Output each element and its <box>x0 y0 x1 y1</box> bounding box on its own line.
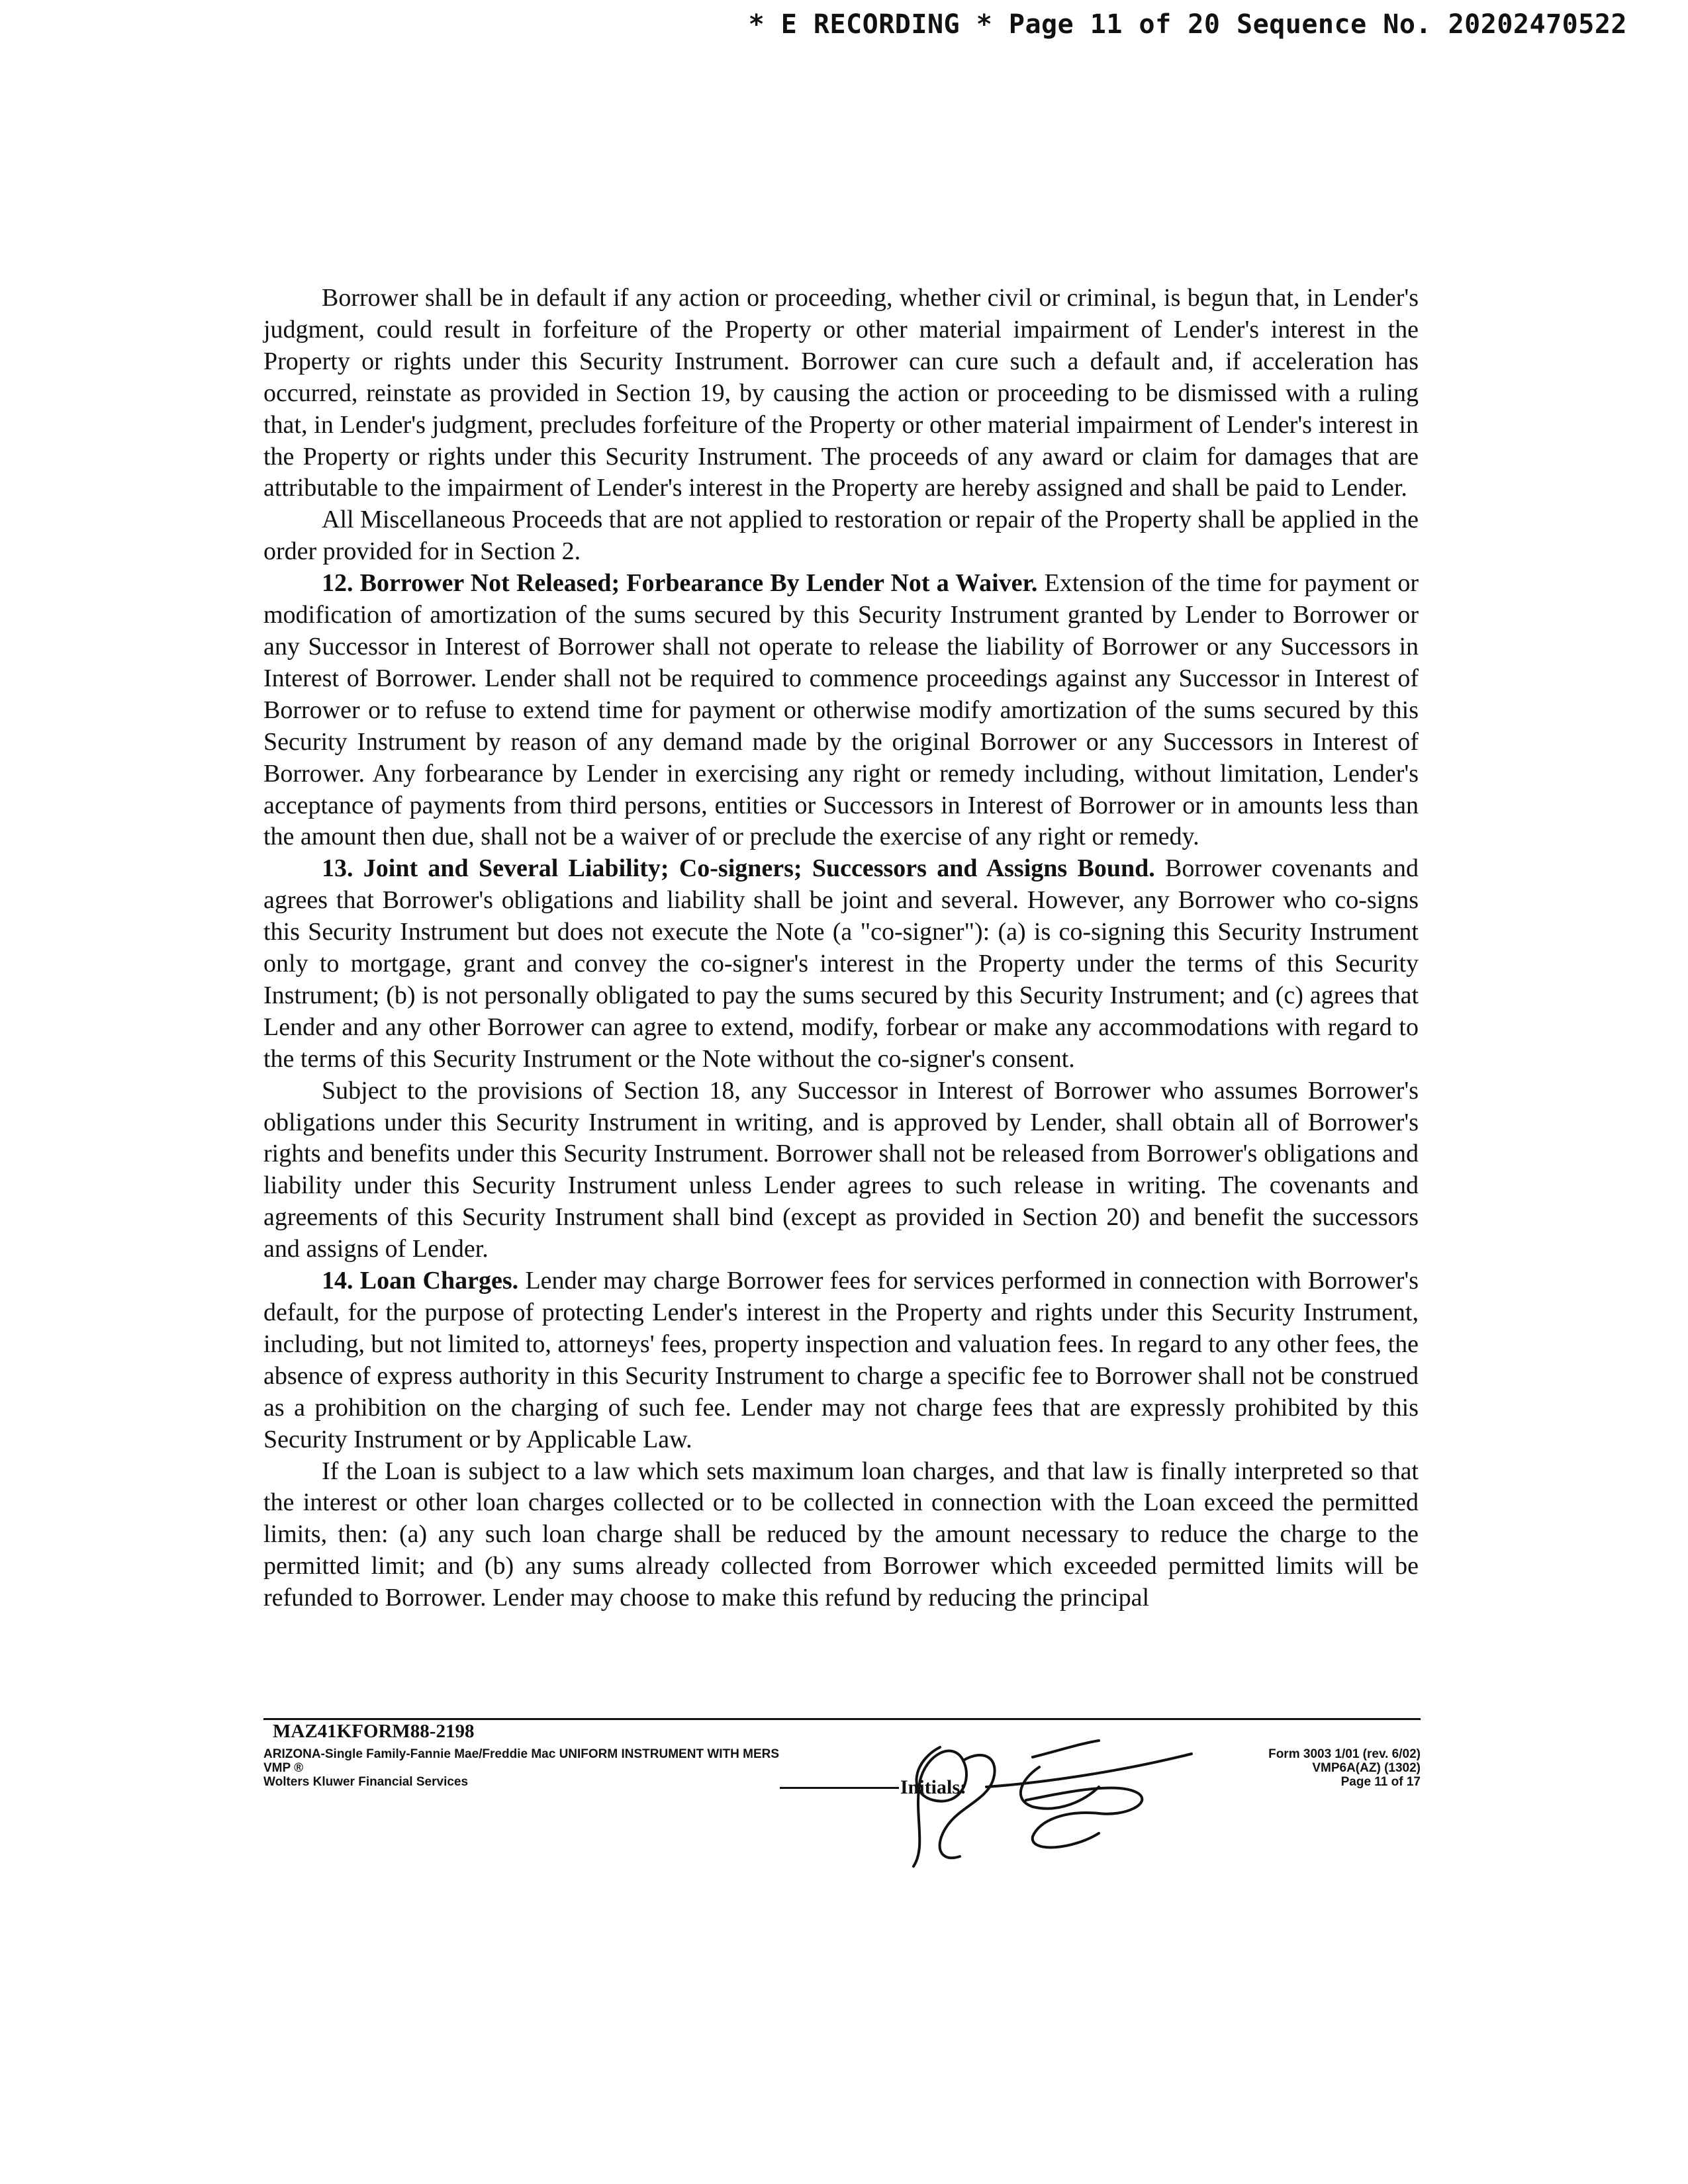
initials-line <box>780 1787 899 1789</box>
initials-label: Initials: <box>900 1776 967 1798</box>
paragraph <box>263 504 1419 568</box>
footer-divider <box>263 1718 1421 1720</box>
section-heading: 14. Loan Charges. <box>322 1267 519 1295</box>
footer-line: ARIZONA-Single Family-Fannie Mae/Freddie Mac UNIFORM INSTRUMENT WITH MERS <box>263 1747 780 1761</box>
paragraph <box>263 853 1419 1075</box>
footer-form-number <box>1268 1747 1421 1789</box>
footer-line: VMP ® <box>263 1761 304 1775</box>
recording-header: * E RECORDING * Page 11 of 20 Sequence No. 20202470522 <box>748 9 1627 40</box>
footer-line: Wolters Kluwer Financial Services <box>263 1775 469 1789</box>
footer-line: VMP6A(AZ) (1302) <box>1312 1761 1421 1775</box>
paragraph <box>263 1075 1419 1265</box>
form-code: MAZ41KFORM88-2198 <box>273 1721 475 1742</box>
footer-line: Page 11 of 17 <box>1340 1775 1421 1789</box>
paragraph-text: Subject to the provisions of Section 18, any Successor in Interest of Borrower who assumes Borrower's obligations under this Security Instrument in writing, and is approved by Lender, shall obtain all of Borrower's rights and benefits under this Security Instrument. Borrower shall not be released from Borrower's obligations and liability under this Security Instrument unless Lender agrees to such release in writing. The covenants and agreements of this Security Instrument shall bind (except as provided in Section 20) and benefit the successors and assigns of Lender. <box>263 1076 1419 1263</box>
footer-line: Form 3003 1/01 (rev. 6/02) <box>1268 1747 1421 1761</box>
paragraph-text: Borrower covenants and agrees that Borrower's obligations and liability shall be joint and several. However, any Borrower who co-signs this Security Instrument but does not execute the Note (a "co-signer"): (a) is co-signing this Security Instrument only to mortgage, grant and convey the co-signer's interest in the Property under the terms of this Security Instrument; (b) is not personally obligated to pay the sums secured by this Security Instrument; and (c) agrees that Lender and any other Borrower can agree to extend, modify, forbear or make any accommodations with regard to the terms of this Security Instrument or the Note without the co-signer's consent. <box>263 854 1419 1073</box>
section-heading: 13. Joint and Several Liability; Co-signers; Successors and Assigns Bound. <box>322 854 1155 883</box>
paragraph-text: Borrower shall be in default if any action or proceeding, whether civil or criminal, is begun that, in Lender's judgment, could result in forfeiture of the Property or other material impairment of Lender's interest in the Property or rights under this Security Instrument. Borrower can cure such a default and, if acceleration has occurred, reinstate as provided in Section 19, by causing the action or proceeding to be dismissed with a ruling that, in Lender's judgment, precludes forfeiture of the Property or other material impairment of Lender's interest in the Property or rights under this Security Instrument. The proceeds of any award or claim for damages that are attributable to the impairment of Lender's interest in the Property are hereby assigned and shall be paid to Lender. <box>263 284 1419 502</box>
paragraph-text: Extension of the time for payment or modification of amortization of the sums secured by this Security Instrument granted by Lender to Borrower or any Successor in Interest of Borrower shall not operate to release the liability of Borrower or any Successors in Interest of Borrower. Lender shall not be required to commence proceedings against any Successor in Interest of Borrower or to refuse to extend time for payment or otherwise modify amortization of the sums secured by this Security Instrument by reason of any demand made by the original Borrower or any Successors in Interest of Borrower. Any forbearance by Lender in exercising any right or remedy including, without limitation, Lender's acceptance of payments from third persons, entities or Successors in Interest of Borrower or in amounts less than the amount then due, shall not be a waiver of or preclude the exercise of any right or remedy. <box>263 569 1419 851</box>
paragraph <box>263 1456 1419 1615</box>
document-body <box>263 283 1419 1614</box>
paragraph <box>263 568 1419 853</box>
section-heading: 12. Borrower Not Released; Forbearance By Lender Not a Waiver. <box>322 569 1038 598</box>
paragraph-text: All Miscellaneous Proceeds that are not applied to restoration or repair of the Property shall be applied in the order provided for in Section 2. <box>263 506 1419 566</box>
paragraph <box>263 1265 1419 1455</box>
footer-form-info <box>263 1747 779 1789</box>
paragraph-text: Lender may charge Borrower fees for services performed in connection with Borrower's default, for the purpose of protecting Lender's interest in the Property and rights under this Security Instrument, including, but not limited to, attorneys' fees, property inspection and valuation fees. In regard to any other fees, the absence of express authority in this Security Instrument to charge a specific fee to Borrower shall not be construed as a prohibition on the charging of such fee. Lender may not charge fees that are expressly prohibited by this Security Instrument or by Applicable Law. <box>263 1267 1419 1453</box>
paragraph-text: If the Loan is subject to a law which sets maximum loan charges, and that law is finally interpreted so that the interest or other loan charges collected or to be collected in connection with the Loan exceed the permitted limits, then: (a) any such loan charge shall be reduced by the amount necessary to reduce the charge to the permitted limit; and (b) any sums already collected from Borrower which exceeded permitted limits will be refunded to Borrower. Lender may choose to make this refund by reducing the principal <box>263 1457 1419 1612</box>
initials-signature <box>900 1721 1211 1873</box>
paragraph <box>263 283 1419 504</box>
